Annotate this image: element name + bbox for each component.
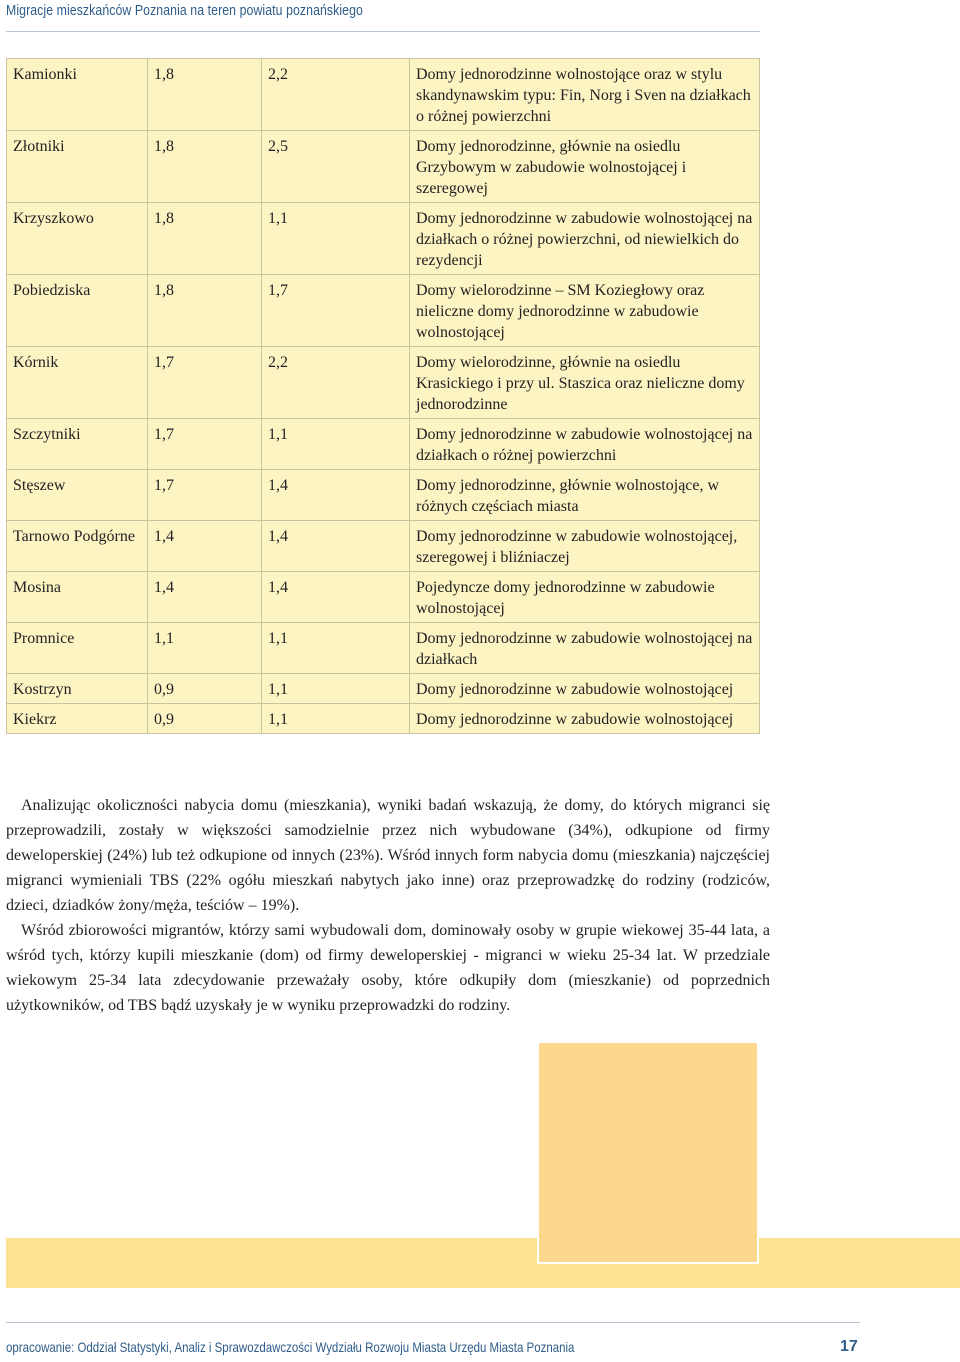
- table-row: [7, 131, 760, 203]
- value-1-cell: 1,8: [148, 203, 262, 275]
- table-row: [7, 419, 760, 470]
- value-1-cell: 1,8: [148, 131, 262, 203]
- running-header: Migracje mieszkańców Poznania na teren powiatu poznańskiego: [6, 2, 363, 19]
- decorative-box: [537, 1041, 759, 1264]
- value-1-cell: 1,8: [148, 275, 262, 347]
- header-divider: [6, 31, 760, 32]
- description-cell: Domy wielorodzinne – SM Koziegłowy oraz nieliczne domy jednorodzinne w zabudowie wolnostojącej: [410, 275, 760, 347]
- description-cell: Domy jednorodzinne w zabudowie wolnostojącej na działkach: [410, 623, 760, 674]
- value-2-cell: 1,1: [262, 419, 410, 470]
- description-cell: Domy jednorodzinne w zabudowie wolnostojącej na działkach o różnej powierzchni: [410, 419, 760, 470]
- footer-divider: [6, 1322, 860, 1323]
- description-cell: Domy jednorodzinne w zabudowie wolnostojącej na działkach o różnej powierzchni, od niewielkich do rezydencji: [410, 203, 760, 275]
- value-2-cell: 1,4: [262, 521, 410, 572]
- location-name-cell: Pobiedziska: [7, 275, 148, 347]
- body-text: [6, 793, 770, 1018]
- value-2-cell: 1,4: [262, 572, 410, 623]
- location-name-cell: Kamionki: [7, 59, 148, 131]
- table-row: [7, 623, 760, 674]
- value-2-cell: 1,1: [262, 704, 410, 734]
- value-2-cell: 1,1: [262, 623, 410, 674]
- decorative-band: [6, 1238, 960, 1288]
- table-body: [7, 59, 760, 734]
- description-cell: Domy jednorodzinne w zabudowie wolnostojącej: [410, 674, 760, 704]
- table-row: [7, 347, 760, 419]
- description-cell: Domy jednorodzinne, głównie na osiedlu Grzybowym w zabudowie wolnostojącej i szeregowej: [410, 131, 760, 203]
- value-2-cell: 2,5: [262, 131, 410, 203]
- table-row: [7, 203, 760, 275]
- location-name-cell: Krzyszkowo: [7, 203, 148, 275]
- location-name-cell: Promnice: [7, 623, 148, 674]
- value-2-cell: 2,2: [262, 59, 410, 131]
- table-row: [7, 521, 760, 572]
- description-cell: Domy wielorodzinne, głównie na osiedlu Krasickiego i przy ul. Staszica oraz nieliczne domy jednorodzinne: [410, 347, 760, 419]
- value-2-cell: 1,1: [262, 674, 410, 704]
- value-1-cell: 1,4: [148, 521, 262, 572]
- description-cell: Pojedyncze domy jednorodzinne w zabudowie wolnostojącej: [410, 572, 760, 623]
- value-1-cell: 0,9: [148, 704, 262, 734]
- table-row: [7, 674, 760, 704]
- location-name-cell: Kiekrz: [7, 704, 148, 734]
- table-row: [7, 704, 760, 734]
- location-name-cell: Tarnowo Podgórne: [7, 521, 148, 572]
- table-row: [7, 470, 760, 521]
- location-name-cell: Złotniki: [7, 131, 148, 203]
- location-name-cell: Szczytniki: [7, 419, 148, 470]
- value-1-cell: 1,8: [148, 59, 262, 131]
- value-1-cell: 1,7: [148, 419, 262, 470]
- paragraph-1: Analizując okoliczności nabycia domu (mieszkania), wyniki badań wskazują, że domy, do których migranci się przeprowadzili, zostały w większości samodzielnie przez nich wybudowane (34%), odkupione od firmy deweloperskiej (24%) lub też odkupione od innych (23%). Wśród innych form nabycia domu (mieszkania) najczęściej migranci wymieniali TBS (22% ogółu mieszkań nabytych jako inne) oraz przeprowadzkę do rodziny (rodziców, dzieci, dziadków żony/męża, teściów – 19%).: [6, 797, 770, 914]
- location-name-cell: Kórnik: [7, 347, 148, 419]
- description-cell: Domy jednorodzinne w zabudowie wolnostojącej, szeregowej i bliźniaczej: [410, 521, 760, 572]
- value-2-cell: 1,4: [262, 470, 410, 521]
- location-name-cell: Kostrzyn: [7, 674, 148, 704]
- value-1-cell: 1,7: [148, 470, 262, 521]
- description-cell: Domy jednorodzinne w zabudowie wolnostojącej: [410, 704, 760, 734]
- description-cell: Domy jednorodzinne wolnostojące oraz w stylu skandynawskim typu: Fin, Norg i Sven na działkach o różnej powierzchni: [410, 59, 760, 131]
- location-name-cell: Mosina: [7, 572, 148, 623]
- table-row: [7, 59, 760, 131]
- location-name-cell: Stęszew: [7, 470, 148, 521]
- value-1-cell: 1,7: [148, 347, 262, 419]
- paragraph-2: Wśród zbiorowości migrantów, którzy sami wybudowali dom, dominowały osoby w grupie wiekowej 35-44 lata, a wśród tych, którzy kupili mieszkanie (dom) od firmy deweloperskiej - migranci w wieku 25-34 lat. W przedziale wiekowym 25-34 lata zdecydowanie przeważały osoby, które odkupiły dom (mieszkanie) od poprzednich użytkowników, od TBS bądź uzyskały je w wyniku przeprowadzki do rodziny.: [6, 922, 770, 1014]
- footer-credit: opracowanie: Oddział Statystyki, Analiz i Sprawozdawczości Wydziału Rozwoju Miasta Urzędu Miasta Poznania: [6, 1339, 575, 1355]
- value-2-cell: 2,2: [262, 347, 410, 419]
- value-1-cell: 0,9: [148, 674, 262, 704]
- value-2-cell: 1,1: [262, 203, 410, 275]
- page-number: 17: [840, 1338, 858, 1355]
- value-1-cell: 1,1: [148, 623, 262, 674]
- table-row: [7, 572, 760, 623]
- table-row: [7, 275, 760, 347]
- description-cell: Domy jednorodzinne, głównie wolnostojące, w różnych częściach miasta: [410, 470, 760, 521]
- locations-table: [6, 58, 760, 734]
- value-2-cell: 1,7: [262, 275, 410, 347]
- value-1-cell: 1,4: [148, 572, 262, 623]
